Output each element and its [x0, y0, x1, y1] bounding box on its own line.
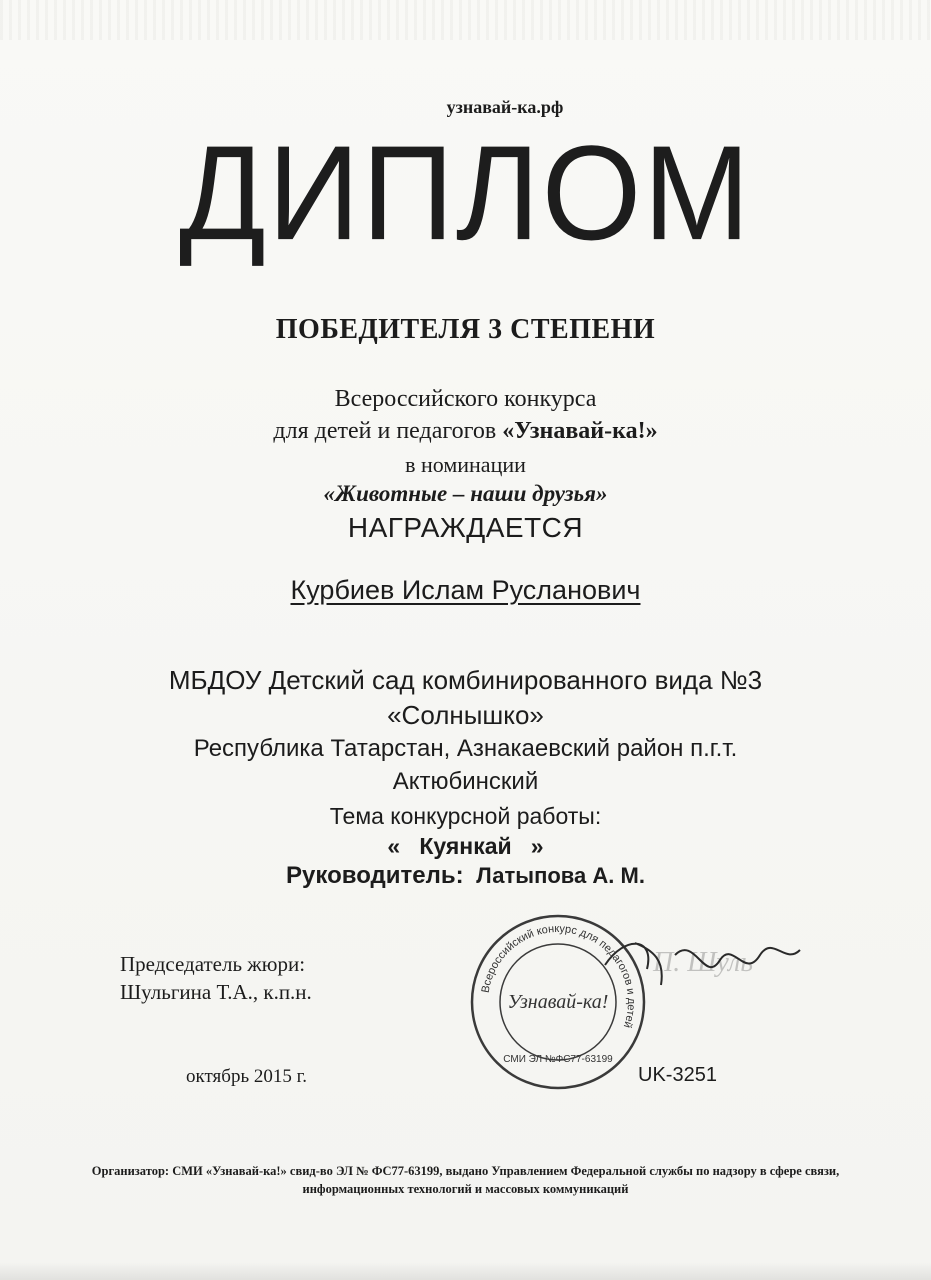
svg-text:Узнавай-ка!: Узнавай-ка! [507, 991, 609, 1013]
scan-top-edge [0, 0, 931, 40]
organization-line-2: «Солнышко» [387, 700, 544, 730]
footer-line-1: Организатор: СМИ «Узнавай-ка!» свид-во ЭЛ № ФС77-63199, выдано Управлением Федеральной службы по надзору в сфере связи, [91, 1164, 840, 1178]
leader-line [0, 862, 931, 890]
contest-audience: для детей и педагогов [273, 418, 497, 444]
recipient-name: Курбиев Ислам Русланович [290, 575, 641, 605]
svg-text:П. Шуль: П. Шуль [652, 947, 754, 978]
scan-bottom-edge [0, 1262, 931, 1280]
award-degree: ПОБЕДИТЕЛЯ 3 СТЕПЕНИ [275, 314, 656, 345]
organization-line-3: Республика Татарстан, Азнакаевский район п.г.т. [193, 735, 738, 762]
svg-text:СМИ ЭЛ №ФС77-63199: СМИ ЭЛ №ФС77-63199 [503, 1054, 613, 1065]
contest-line-1: Всероссийского конкурса [334, 386, 597, 412]
issue-date: октябрь 2015 г. [186, 1066, 308, 1087]
jury-chair-label: Председатель жюри: [120, 952, 306, 976]
leader-label: Руководитель: [286, 862, 464, 889]
site-url: узнавай-ка.рф [446, 97, 564, 117]
diploma-code: UK-3251 [638, 1064, 717, 1086]
jury-chair-name: Шульгина Т.А., к.п.н. [120, 980, 312, 1004]
awarded-heading: НАГРАЖДАЕТСЯ [347, 512, 584, 543]
footer-line-2: информационных технологий и массовых коммуникаций [302, 1182, 629, 1196]
svg-text:Всероссийский конкурс для педа: Всероссийский конкурс для педагогов и детей [479, 922, 638, 1030]
diploma-title: ДИПЛОМ [179, 118, 752, 269]
contest-name: «Узнавай-ка!» [502, 418, 658, 444]
organization-line-1: МБДОУ Детский сад комбинированного вида №3 [168, 665, 763, 695]
nomination-title: «Животные – наши друзья» [323, 481, 608, 506]
organization-line-4: Актюбинский [392, 768, 539, 795]
contest-line-2 [0, 418, 931, 445]
work-theme-value: « Куянкай » [387, 833, 544, 859]
nomination-label: в номинации [405, 452, 526, 477]
signature [595, 925, 815, 1005]
work-theme-label: Тема конкурсной работы: [329, 803, 602, 829]
leader-name: Латыпова А. М. [476, 863, 645, 888]
